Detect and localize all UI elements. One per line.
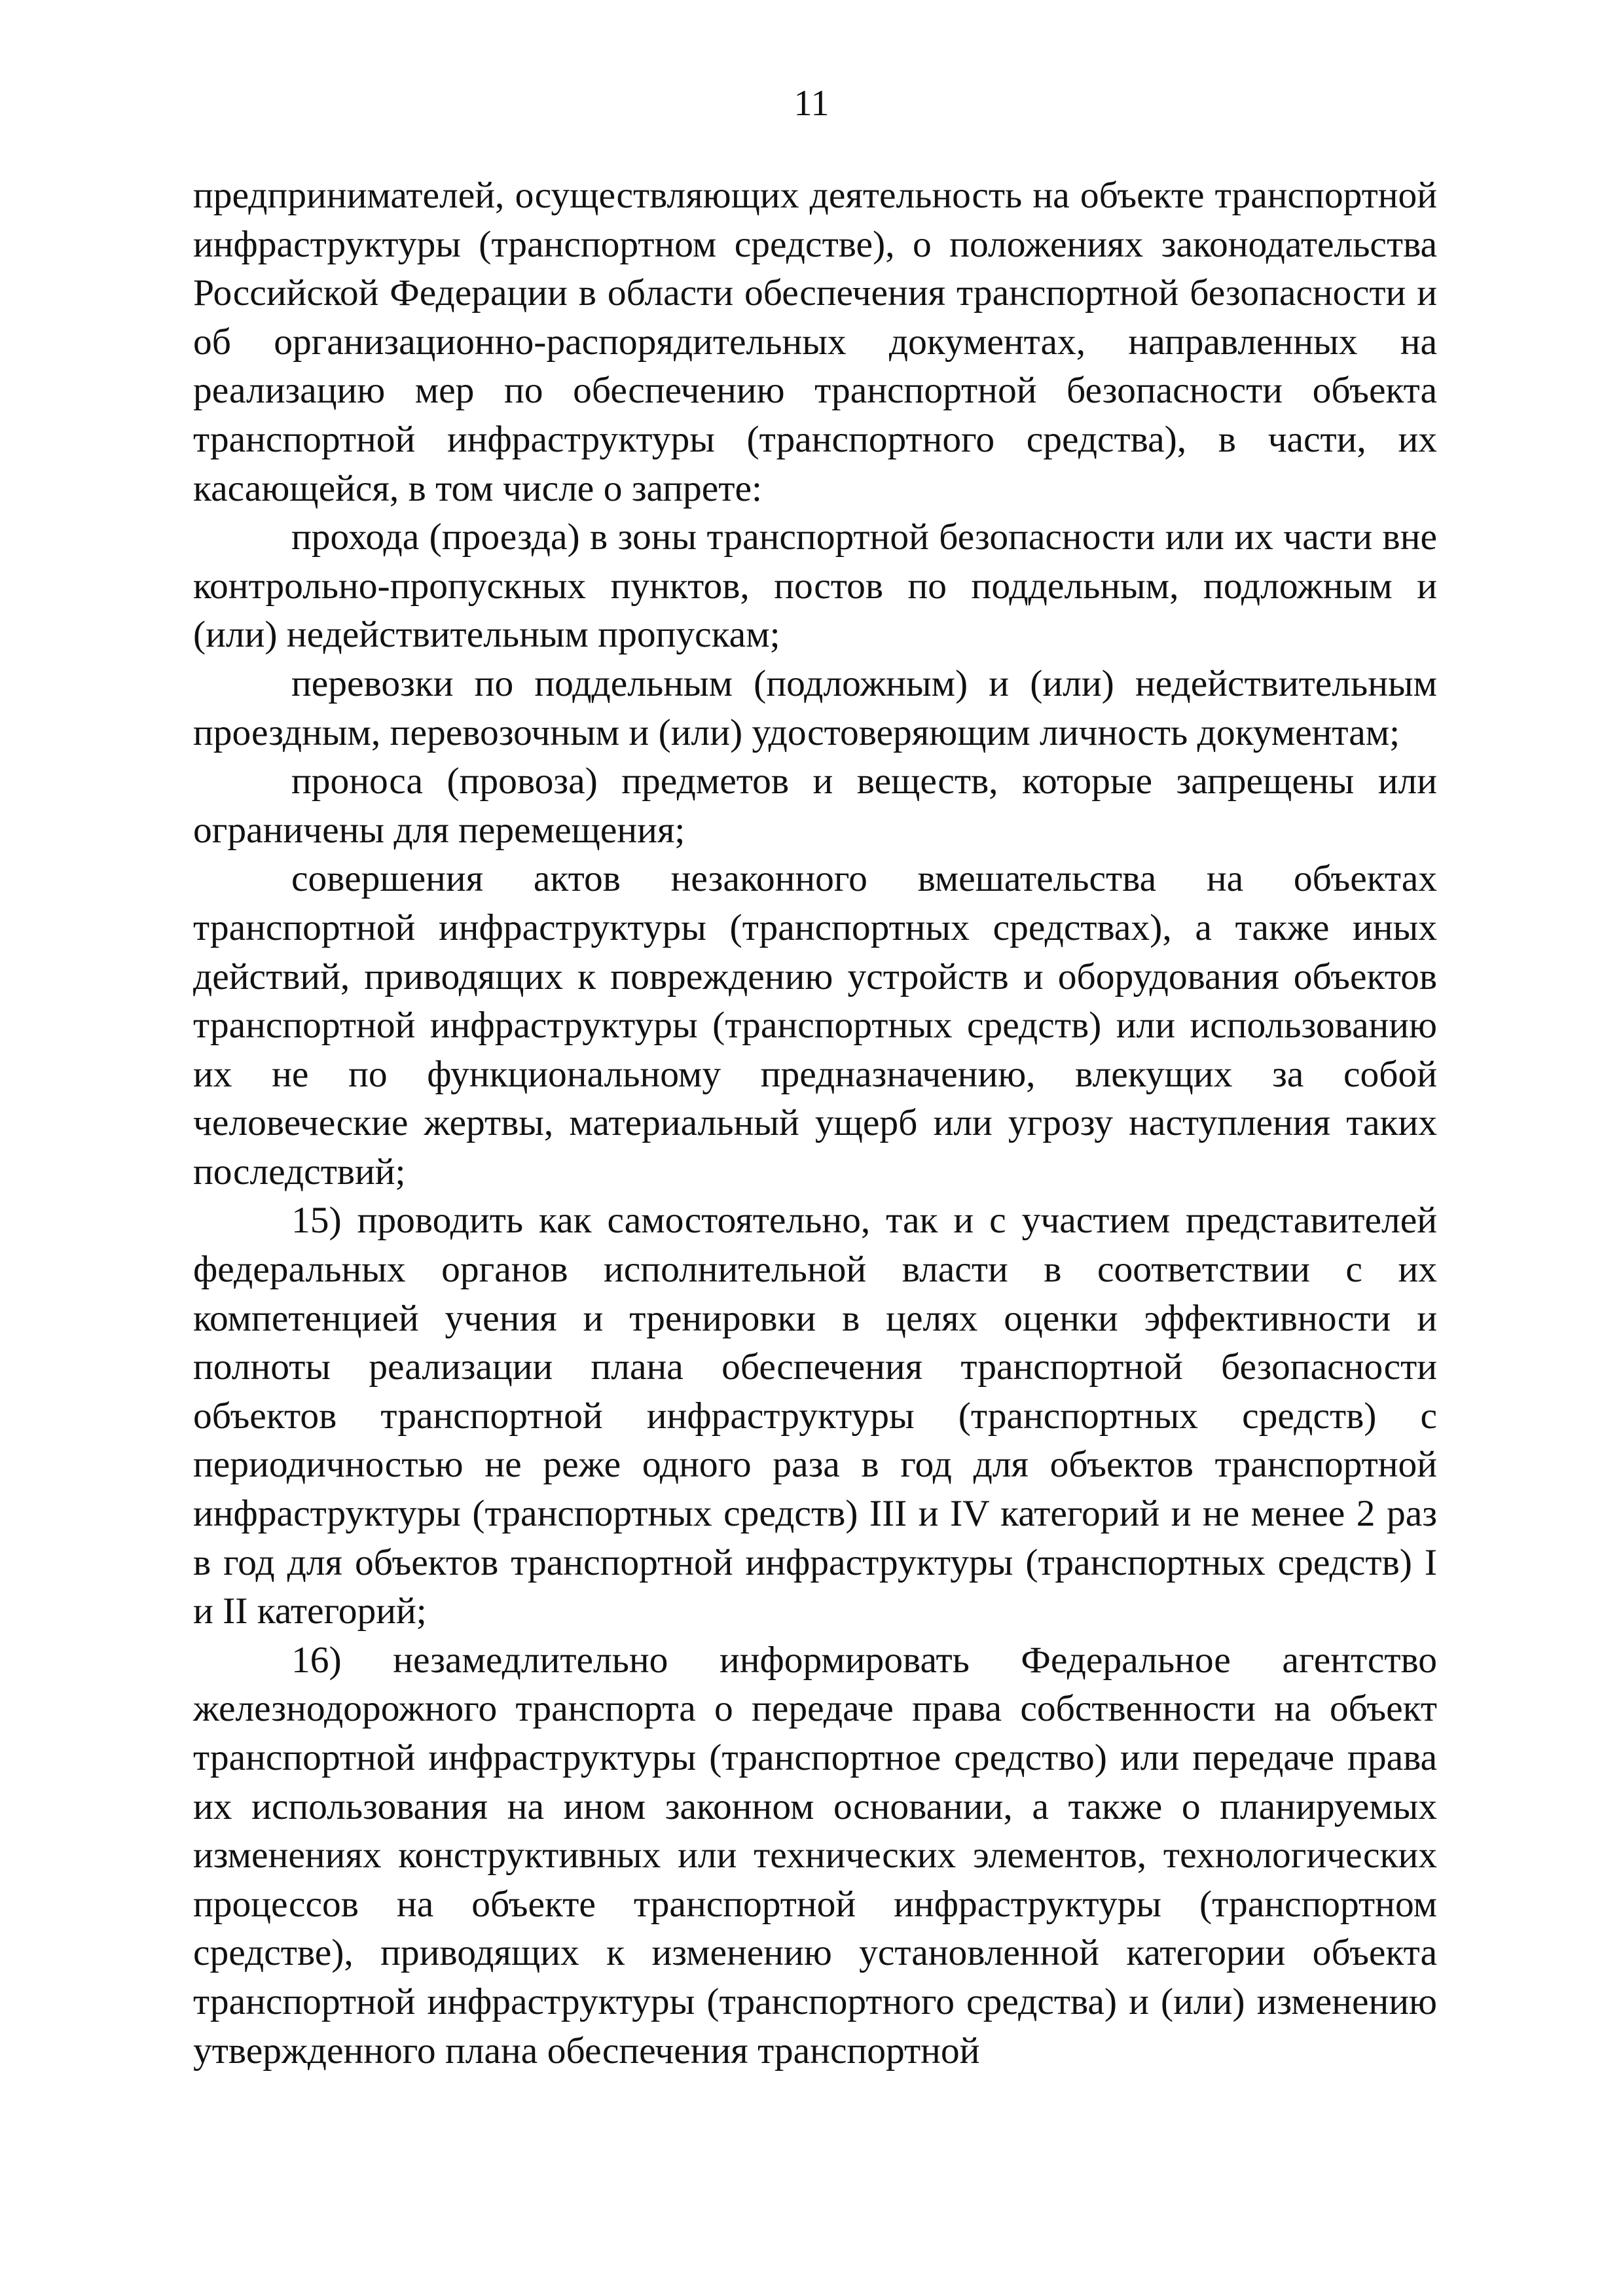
paragraph-prohibition-passage: прохода (проезда) в зоны транспортной безопасности или их части вне контрольно-пропускных пунктов, постов по поддельным, подложным и (или) недействительным пропускам; (193, 516, 1437, 656)
paragraph-prohibition-transport: перевозки по поддельным (подложным) и (или) недействительным проездным, перевозочным и (или) удостоверяющим личность документам; (193, 662, 1437, 753)
paragraph-prohibition-interference: совершения актов незаконного вмешательства на объектах транспортной инфраструктуры (транспортных средствах), а также иных действий, приводящих к повреждению устройств и оборудования объектов транспортной инфраструктуры (транспортных средств) или использованию их не по функциональному предназначению, влекущих за собой человеческие жертвы, материальный ущерб или угрозу наступления таких последствий; (193, 858, 1437, 1193)
document-body (193, 171, 1437, 2075)
paragraph-prohibition-items: проноса (провоза) предметов и веществ, которые запрещены или ограничены для перемещения; (193, 761, 1437, 851)
paragraph-continuation: предпринимателей, осуществляющих деятельность на объекте транспортной инфраструктуры (транспортном средстве), о положениях законодательства Российской Федерации в области обеспечения транспортной безопасности и об организационно-распорядительных документах, направленных на реализацию мер по обеспечению транспортной безопасности объекта транспортной инфраструктуры (транспортного средства), в части, их касающейся, в том числе о запрете: (193, 175, 1437, 509)
paragraph-item-15: 15) проводить как самостоятельно, так и с участием представителей федеральных органов исполнительной власти в соответствии с их компетенцией учения и тренировки в целях оценки эффективности и полноты реализации плана обеспечения транспортной безопасности объектов транспортной инфраструктуры (транспортных средств) с периодичностью не реже одного раза в год для объектов транспортной инфраструктуры (транспортных средств) III и IV категорий и не менее 2 раз в год для объектов транспортной инфраструктуры (транспортных средств) I и II категорий; (193, 1200, 1437, 1632)
paragraph-item-16: 16) незамедлительно информировать Федеральное агентство железнодорожного транспорта о передаче права собственности на объект транспортной инфраструктуры (транспортное средство) или передаче права их использования на ином законном основании, а также о планируемых изменениях конструктивных или технических элементов, технологических процессов на объекте транспортной инфраструктуры (транспортном средстве), приводящих к изменению установленной категории объекта транспортной инфраструктуры (транспортного средства) и (или) изменению утвержденного плана обеспечения транспортной (193, 1639, 1437, 2072)
page-number: 11 (793, 83, 830, 124)
